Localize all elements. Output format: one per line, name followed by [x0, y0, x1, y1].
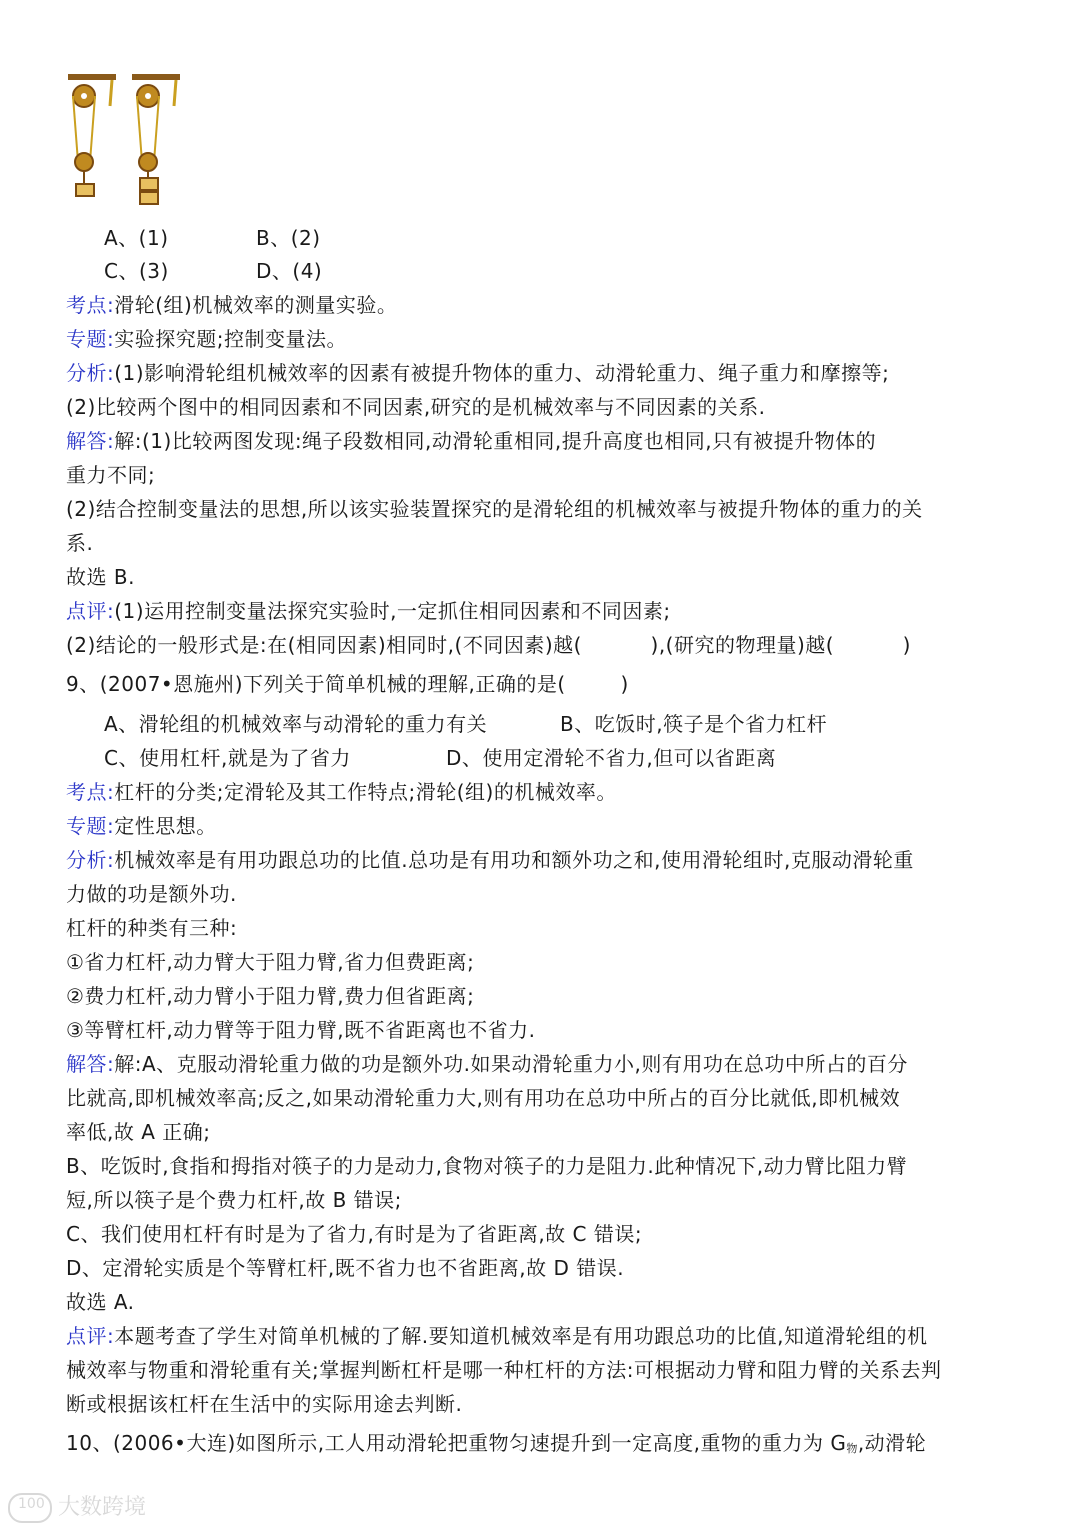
- q9-option-a: A、滑轮组的机械效率与动滑轮的重力有关: [104, 712, 488, 736]
- q9-jieda-5: 短,所以筷子是个费力杠杆,故 B 错误;: [66, 1188, 402, 1212]
- q9-fenxi: 分析:机械效率是有用功跟总功的比值.总功是有用功和额外功之和,使用滑轮组时,克服动滑轮重: [66, 848, 914, 872]
- q8-option-b: B、(2): [256, 226, 321, 250]
- q9-zhuanti: 专题:定性思想。: [66, 814, 217, 838]
- q9-kaodian: 考点:杠杆的分类;定滑轮及其工作特点;滑轮(组)的机械效率。: [66, 780, 617, 804]
- q9-jieda-4: B、吃饭时,食指和拇指对筷子的力是动力,食物对筷子的力是阻力.此种情况下,动力臂比阻力臂: [66, 1154, 908, 1178]
- dianping-label: 点评:: [66, 599, 115, 623]
- q8-kaodian: 考点:滑轮(组)机械效率的测量实验。: [66, 293, 398, 317]
- q8-fenxi: 分析:(1)影响滑轮组机械效率的因素有被提升物体的重力、动滑轮重力、绳子重力和摩擦等;: [66, 361, 890, 385]
- fenxi-label: 分析:: [66, 848, 115, 872]
- q9-dianping-2: 械效率与物重和滑轮重有关;掌握判断杠杆是哪一种杠杆的方法:可根据动力臂和阻力臂的关系去判: [66, 1358, 942, 1382]
- pulley-system-left: [68, 74, 116, 196]
- zhuanti-label: 专题:: [66, 327, 115, 351]
- q8-dianping-2: (2)结论的一般形式是:在(相同因素)相同时,(不同因素)越( ),(研究的物理量)越( ): [66, 633, 911, 657]
- q9-jieda-7: D、定滑轮实质是个等臂杠杆,既不省力也不省距离,故 D 错误.: [66, 1256, 625, 1280]
- q9-options-row-1: [104, 711, 1064, 737]
- q9-fenxi-4: ①省力杠杆,动力臂大于阻力臂,省力但费距离;: [66, 950, 475, 974]
- q10-stem: 10、(2006•大连)如图所示,工人用动滑轮把重物匀速提升到一定高度,重物的重力为 G物,动滑轮: [66, 1431, 927, 1455]
- q8-jieda: 解答:解:(1)比较两图发现:绳子段数相同,动滑轮重相同,提升高度也相同,只有被提升物体的: [66, 429, 877, 453]
- q8-option-d: D、(4): [256, 259, 323, 283]
- subscript-wu: 物: [846, 1442, 858, 1455]
- q8-answer: 故选 B.: [66, 565, 135, 589]
- q9-jieda: 解答:解:A、克服动滑轮重力做的功是额外功.如果动滑轮重力小,则有用功在总功中所占的百分: [66, 1052, 908, 1076]
- dianping-label: 点评:: [66, 1324, 115, 1348]
- q9-jieda-3: 率低,故 A 正确;: [66, 1120, 211, 1144]
- q9-answer: 故选 A.: [66, 1290, 135, 1314]
- jieda-label: 解答:: [66, 429, 115, 453]
- watermark-logo-icon: 100: [8, 1493, 52, 1523]
- pulley-figure: [62, 66, 192, 218]
- kaodian-label: 考点:: [66, 293, 115, 317]
- q9-jieda-2: 比就高,即机械效率高;反之,如果动滑轮重力大,则有用功在总功中所占的百分比就低,即机械效: [66, 1086, 901, 1110]
- kaodian-label: 考点:: [66, 780, 115, 804]
- q9-fenxi-6: ③等臂杠杆,动力臂等于阻力臂,既不省距离也不省力.: [66, 1018, 536, 1042]
- q8-jieda-3: (2)结合控制变量法的思想,所以该实验装置探究的是滑轮组的机械效率与被提升物体的重力的关: [66, 497, 923, 521]
- q9-option-c: C、使用杠杆,就是为了省力: [104, 746, 351, 770]
- q8-zhuanti: 专题:实验探究题;控制变量法。: [66, 327, 347, 351]
- q8-fenxi-2: (2)比较两个图中的相同因素和不同因素,研究的是机械效率与不同因素的关系.: [66, 395, 766, 419]
- watermark-text: 大数跨境: [58, 1495, 147, 1520]
- q9-dianping: 点评:本题考查了学生对简单机械的了解.要知道机械效率是有用功跟总功的比值,知道滑轮组的机: [66, 1324, 928, 1348]
- q9-option-b: B、吃饭时,筷子是个省力杠杆: [560, 712, 828, 736]
- q8-option-a: A、(1): [104, 226, 169, 250]
- pulley-system-right: [132, 74, 180, 204]
- q8-options-row-1: [104, 225, 1064, 251]
- q9-fenxi-3: 杠杆的种类有三种:: [66, 916, 238, 940]
- q9-option-d: D、使用定滑轮不省力,但可以省距离: [446, 746, 777, 770]
- q9-dianping-3: 断或根据该杠杆在生活中的实际用途去判断.: [66, 1392, 463, 1416]
- q8-jieda-4: 系.: [66, 531, 94, 555]
- q8-options-row-2: [104, 258, 1064, 284]
- zhuanti-label: 专题:: [66, 814, 115, 838]
- q8-option-c: C、(3): [104, 259, 169, 283]
- jieda-label: 解答:: [66, 1052, 115, 1076]
- fenxi-label: 分析:: [66, 361, 115, 385]
- q9-jieda-6: C、我们使用杠杆有时是为了省力,有时是为了省距离,故 C 错误;: [66, 1222, 643, 1246]
- q9-options-row-2: [104, 745, 1064, 771]
- q9-fenxi-5: ②费力杠杆,动力臂小于阻力臂,费力但省距离;: [66, 984, 475, 1008]
- q8-dianping: 点评:(1)运用控制变量法探究实验时,一定抓住相同因素和不同因素;: [66, 599, 671, 623]
- q9-stem: 9、(2007•恩施州)下列关于简单机械的理解,正确的是( ): [66, 672, 629, 696]
- q9-fenxi-2: 力做的功是额外功.: [66, 882, 237, 906]
- q8-jieda-2: 重力不同;: [66, 463, 156, 487]
- watermark: [8, 1490, 146, 1523]
